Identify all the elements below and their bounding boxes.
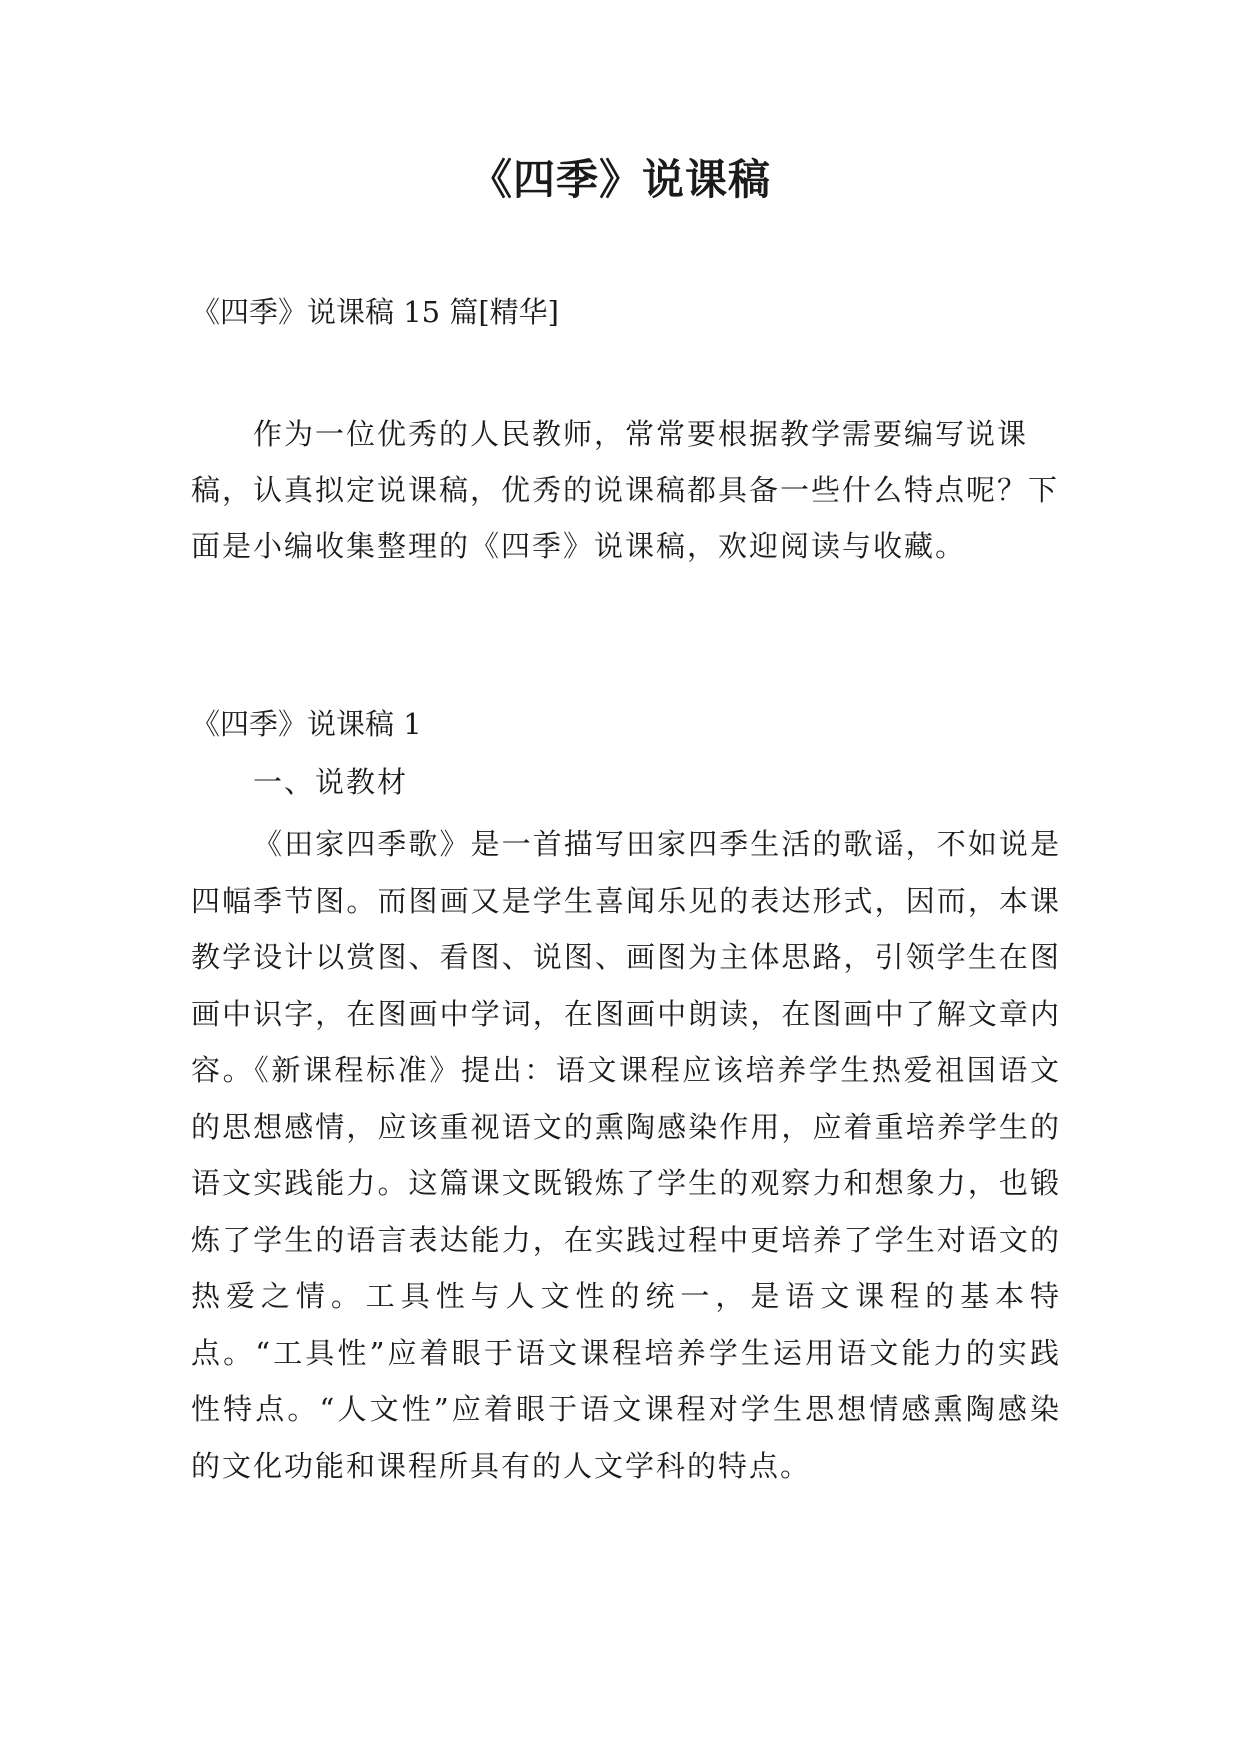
- section-title: 《四季》说课稿 1: [191, 707, 422, 741]
- document-title: 《四季》说课稿: [469, 155, 771, 204]
- body-paragraph: 《田家四季歌》是一首描写田家四季生活的歌谣，不如说是四幅季节图。而图画又是学生喜闻乐见的表达形式，因而，本课教学设计以赏图、看图、说图、画图为主体思路，引领学生在图画中识字，在图画中学词，在图画中朗读，在图画中了解文章内容。《新课程标准》提出：语文课程应该培养学生热爱祖国语文的思想感情，应该重视语文的熏陶感染作用，应着重培养学生的语文实践能力。这篇课文既锻炼了学生的观察力和想象力，也锻炼了学生的语言表达能力，在实践过程中更培养了学生对语文的热爱之情。工具性与人文性的统一，是语文课程的基本特点。“工具性”应着眼于语文课程培养学生运用语文能力的实践性特点。“人文性”应着眼于语文课程对学生思想情感熏陶感染的文化功能和课程所具有的人文学科的特点。: [191, 827, 1061, 1483]
- intro-paragraph: 作为一位优秀的人民教师，常常要根据教学需要编写说课稿，认真拟定说课稿，优秀的说课稿都具备一些什么特点呢？下面是小编收集整理的《四季》说课稿，欢迎阅读与收藏。: [191, 417, 1060, 563]
- document-subtitle: 《四季》说课稿 15 篇[精华]: [191, 295, 559, 329]
- section-heading: 一、说教材: [253, 765, 409, 799]
